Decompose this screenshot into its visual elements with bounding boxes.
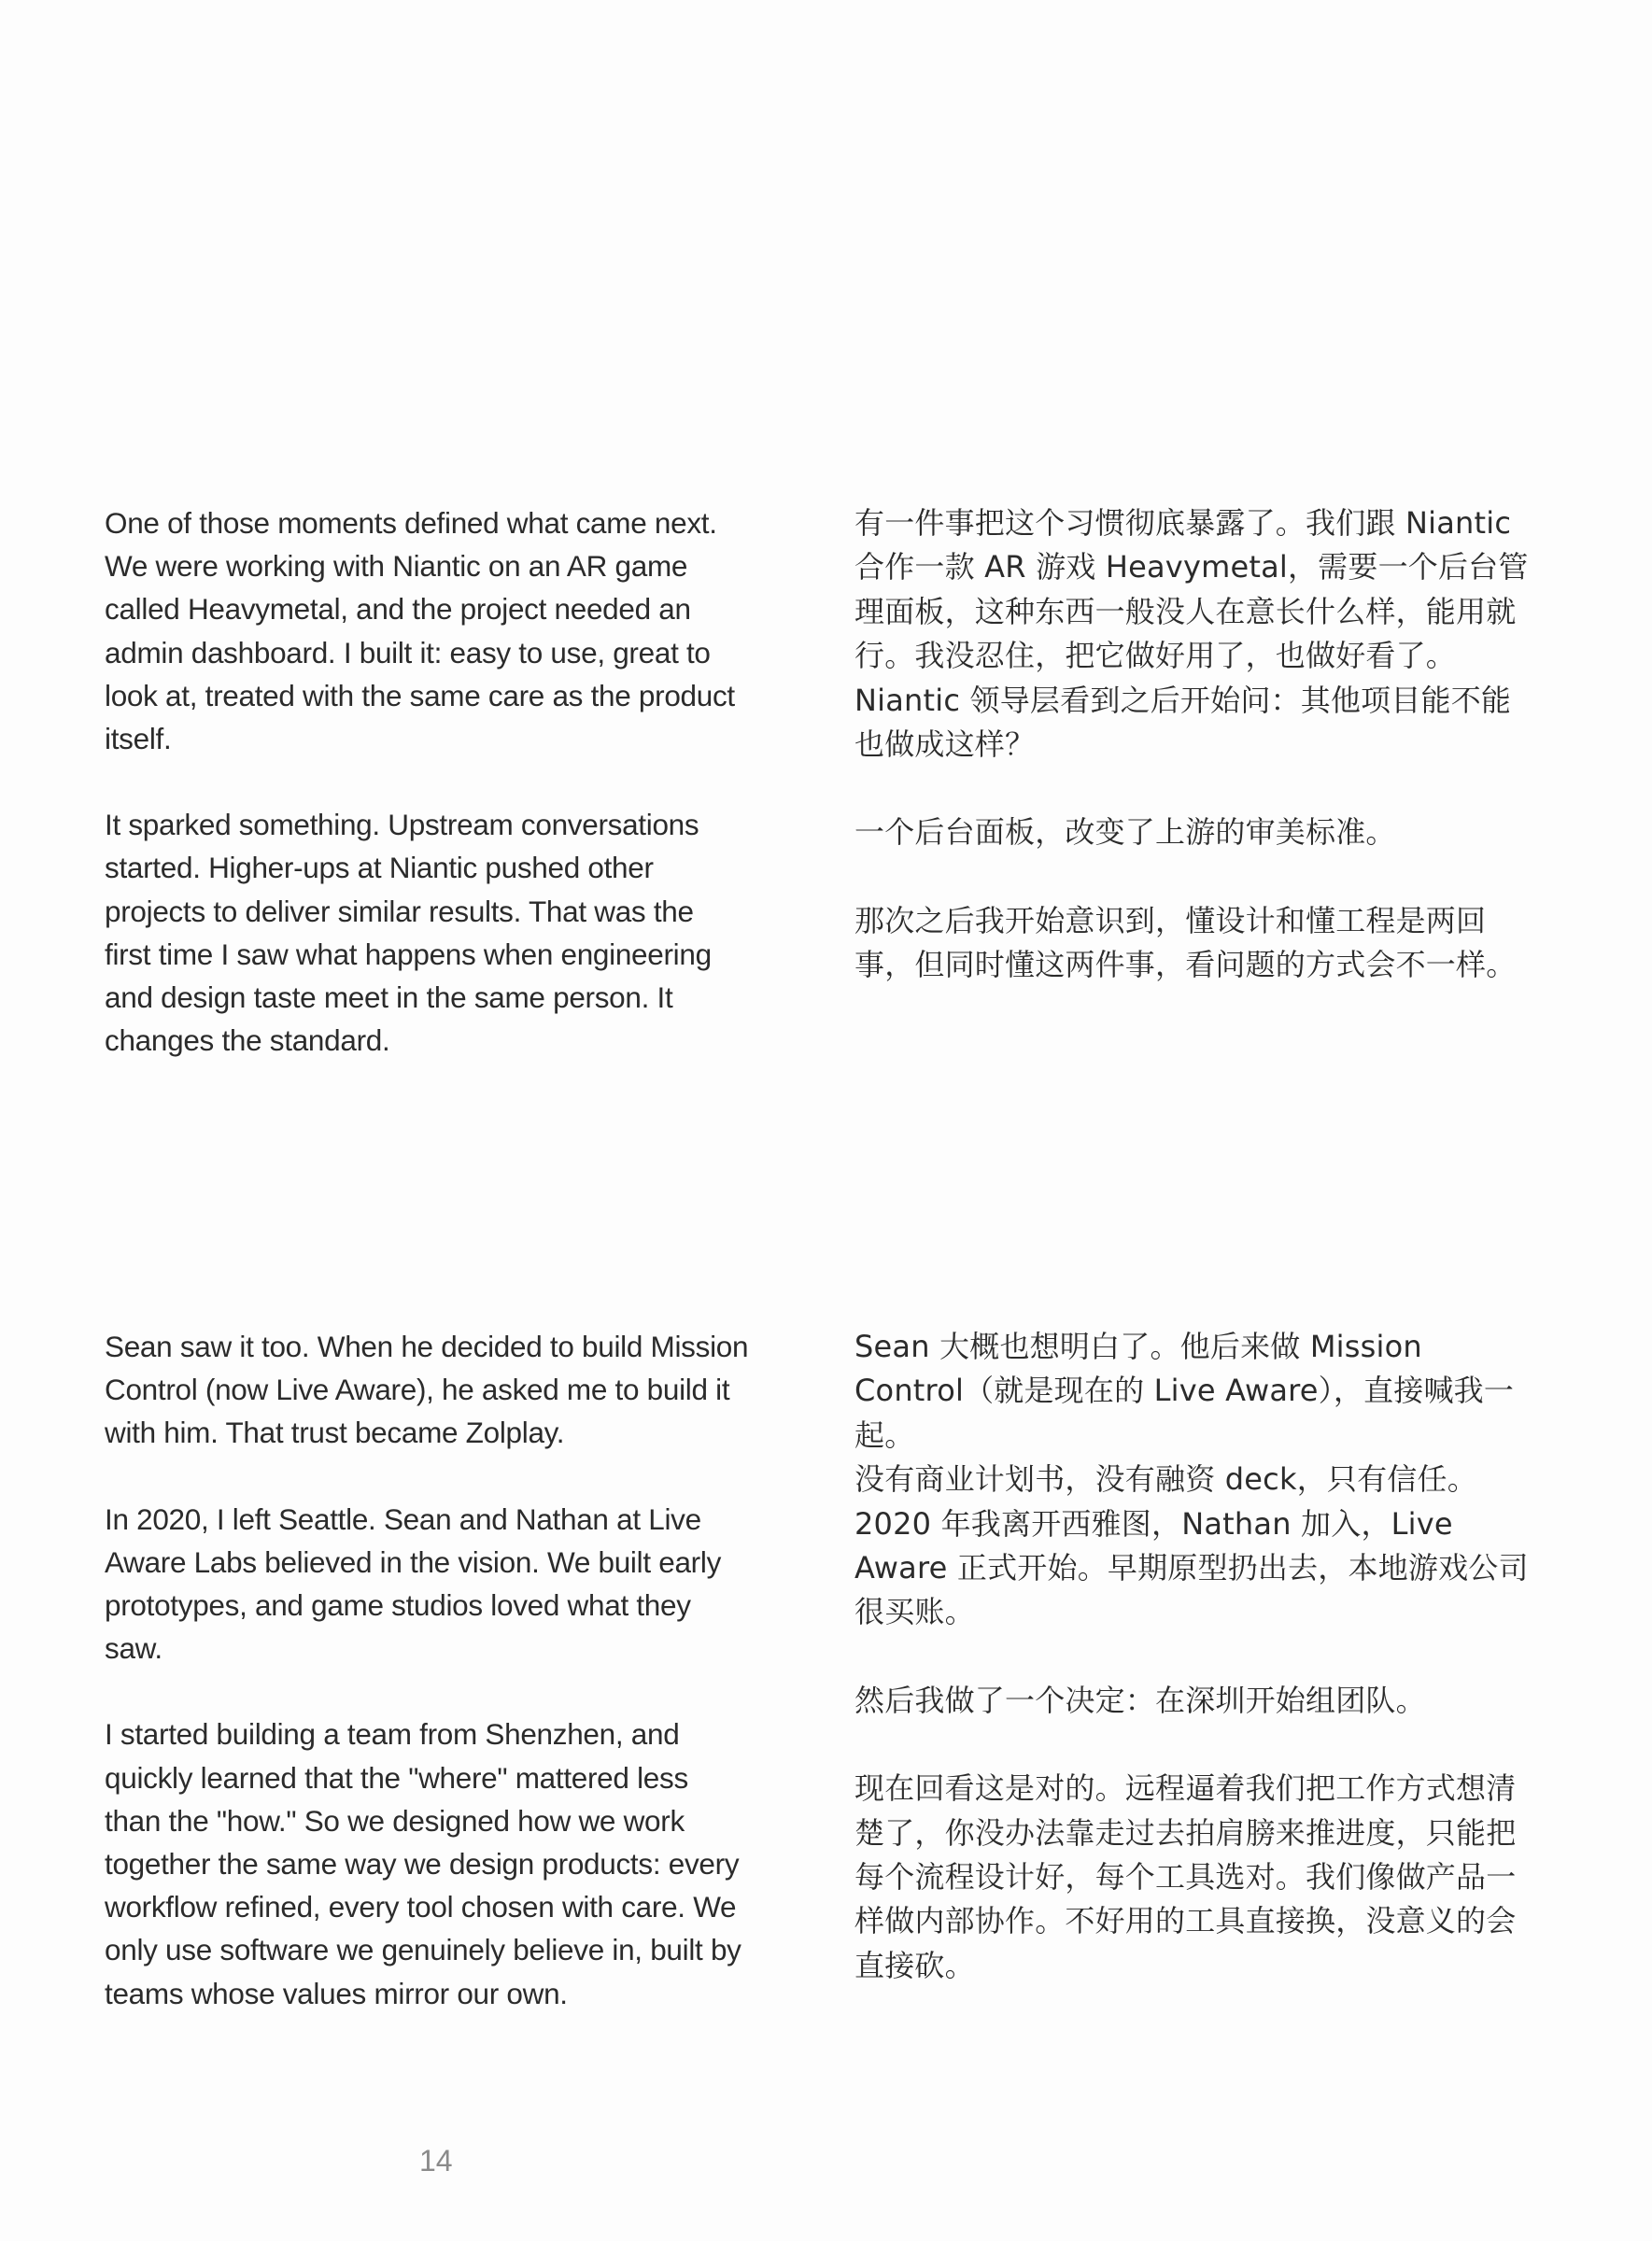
- paragraph: Sean saw it too. When he decided to build Mission Control (now Live Aware), he asked me to build it with him. That trust became Zolplay.: [105, 1330, 749, 1450]
- paragraph: 然后我做了一个决定：在深圳开始组团队。: [854, 1682, 1426, 1718]
- english-column-section-1: [105, 501, 782, 1062]
- paragraph: Sean 大概也想明白了。他后来做 Mission Control（就是现在的 Live Aware），直接喊我一 起。: [854, 1329, 1515, 1453]
- paragraph: 一个后台面板，改变了上游的审美标准。: [854, 814, 1396, 851]
- paragraph: 那次之后我开始意识到，懂设计和懂工程是两回 事，但同时懂这两件事，看问题的方式会不一样。: [854, 902, 1517, 983]
- english-column-section-2: [105, 1325, 782, 2015]
- page-number: 14: [419, 2144, 453, 2178]
- paragraph: In 2020, I left Seattle. Sean and Nathan at Live Aware Labs believed in the vision. We built early prototypes, and game studios loved what they saw.: [105, 1501, 722, 1666]
- paragraph: 现在回看这是对的。远程逼着我们把工作方式想清 楚了，你没办法靠走过去拍肩膀来推进度，只能把 每个流程设计好，每个工具选对。我们像做产品一 样做内部协作。不好用的工具直接换，没意义的会 直接砍。: [854, 1770, 1517, 1983]
- paragraph: 2020 年我离开西雅图，Nathan 加入，Live Aware 正式开始。早期原型扔出去，本地游戏公司 很买账。: [854, 1505, 1529, 1630]
- paragraph: It sparked something. Upstream conversations started. Higher-ups at Niantic pushed other projects to deliver similar results. That was the first time I saw what happens when engineering and design taste meet in the same person. It changes the standard.: [105, 808, 712, 1058]
- chinese-column-section-2: [854, 1325, 1536, 1988]
- paragraph: One of those moments defined what came next. We were working with Niantic on an AR game called Heavymetal, and the project needed an admin dashboard. I built it: easy to use, great to look at, treated with the same care as the product itself.: [105, 506, 735, 756]
- paragraph: I started building a team from Shenzhen, and quickly learned that the "where" mattered less than the "how." So we designed how we work together the same way we design products: every workflow refined, every tool chosen with care. We only use software we genuinely believe in, built by teams whose values mirror our own.: [105, 1717, 741, 2010]
- paragraph: 没有商业计划书，没有融资 deck，只有信任。: [854, 1461, 1477, 1498]
- paragraph: 有一件事把这个习惯彻底暴露了。我们跟 Niantic 合作一款 AR 游戏 Heavymetal，需要一个后台管 理面板，这种东西一般没人在意长什么样，能用就 行。我没忍住，把它做好用了，也做好看了。 Niantic 领导层看到之后开始问：其他项目能不能 也做成这样？: [854, 505, 1529, 763]
- chinese-column-section-1: [854, 501, 1536, 988]
